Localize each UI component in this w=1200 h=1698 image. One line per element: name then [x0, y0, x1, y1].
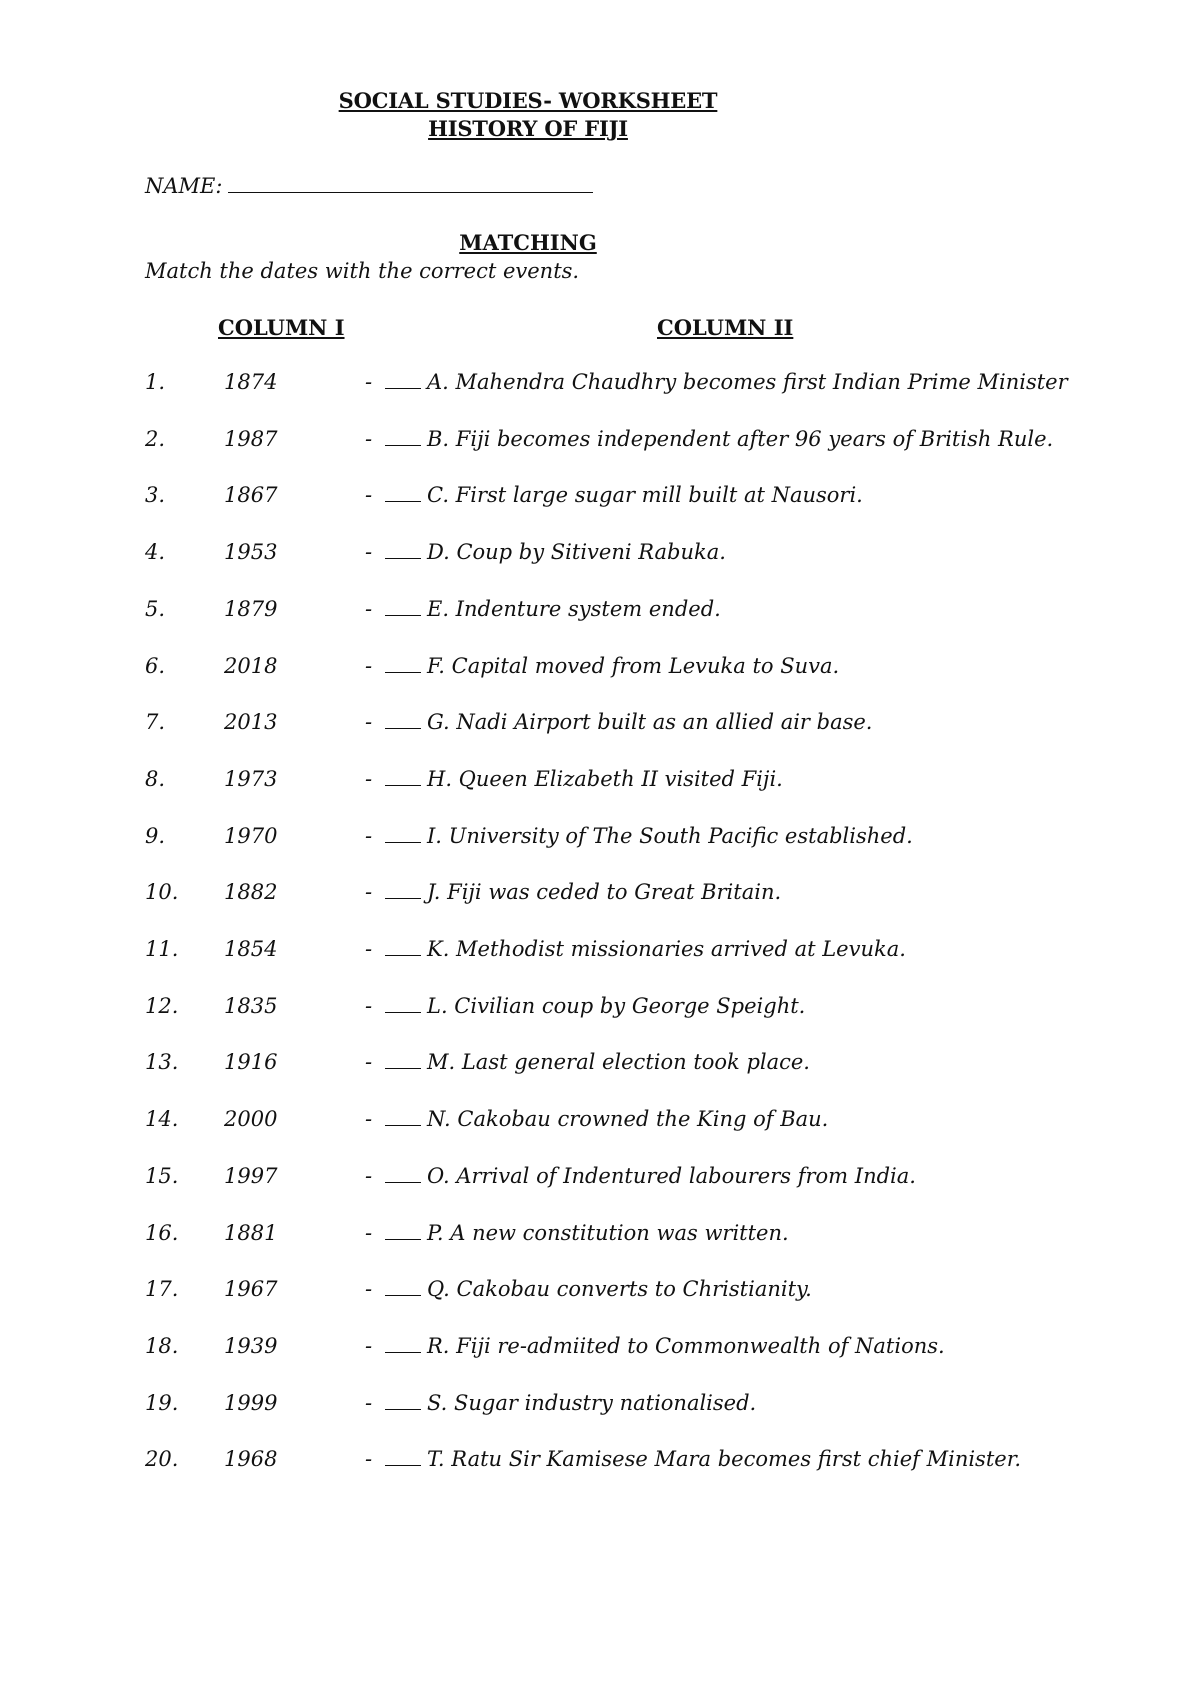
- event-text: G. Nadi Airport built as an allied air base.: [427, 710, 873, 735]
- item-number: 13.: [145, 1050, 179, 1075]
- event-text: P. A new constitution was written.: [427, 1220, 789, 1245]
- answer-blank[interactable]: [385, 1221, 421, 1240]
- list-item: [0, 483, 1200, 523]
- item-dash: -: [365, 710, 373, 735]
- item-event: [385, 1221, 789, 1245]
- item-dash: -: [365, 1050, 373, 1075]
- item-dash: -: [365, 540, 373, 565]
- item-dash: -: [365, 483, 373, 508]
- column-i-header: COLUMN I: [218, 315, 345, 340]
- item-number: 8.: [145, 766, 166, 791]
- item-event: [385, 654, 839, 678]
- worksheet-title: SOCIAL STUDIES- WORKSHEET: [338, 88, 718, 113]
- item-event: [385, 370, 1068, 394]
- answer-blank[interactable]: [385, 1050, 421, 1069]
- answer-blank[interactable]: [385, 937, 421, 956]
- item-event: [385, 1277, 812, 1301]
- item-year: 1973: [224, 766, 278, 791]
- answer-blank[interactable]: [385, 1164, 421, 1183]
- item-dash: -: [365, 937, 373, 961]
- item-dash: -: [365, 993, 373, 1018]
- answer-blank[interactable]: [385, 654, 421, 673]
- name-field[interactable]: [228, 174, 593, 193]
- item-event: [385, 427, 1053, 451]
- event-text: E. Indenture system ended.: [427, 596, 721, 621]
- item-number: 11.: [145, 937, 179, 961]
- event-text: C. First large sugar mill built at Nausori.: [427, 483, 863, 508]
- worksheet-subtitle: HISTORY OF FIJI: [428, 116, 628, 141]
- event-text: L. Civilian coup by George Speight.: [427, 993, 806, 1018]
- event-text: B. Fiji becomes independent after 96 years of British Rule.: [427, 426, 1054, 451]
- list-item: [0, 1447, 1200, 1487]
- item-event: [385, 880, 781, 904]
- list-item: [0, 370, 1200, 410]
- item-year: 2013: [224, 710, 278, 735]
- item-year: 1867: [224, 483, 278, 508]
- answer-blank[interactable]: [385, 1334, 421, 1353]
- event-text: Q. Cakobau converts to Christianity.: [427, 1277, 812, 1302]
- answer-blank[interactable]: [385, 483, 421, 502]
- list-item: [0, 880, 1200, 920]
- answer-blank[interactable]: [385, 1107, 421, 1126]
- event-text: D. Coup by Sitiveni Rabuka.: [427, 540, 726, 565]
- item-year: 1835: [224, 993, 278, 1018]
- column-ii-header: COLUMN II: [657, 315, 794, 340]
- item-event: [385, 540, 726, 564]
- item-event: [385, 1391, 756, 1415]
- item-year: 1953: [224, 540, 278, 565]
- event-text: F. Capital moved from Levuka to Suva.: [427, 653, 840, 678]
- name-label: NAME:: [145, 174, 223, 198]
- answer-blank[interactable]: [385, 1391, 421, 1410]
- item-year: 1967: [224, 1277, 278, 1302]
- list-item: [0, 1277, 1200, 1317]
- item-event: [385, 597, 721, 621]
- item-event: [385, 767, 783, 791]
- item-year: 2018: [224, 653, 278, 678]
- item-event: [385, 994, 805, 1018]
- item-number: 5.: [145, 596, 166, 621]
- item-event: [385, 710, 872, 734]
- list-item: [0, 994, 1200, 1034]
- item-dash: -: [365, 370, 373, 394]
- item-number: 18.: [145, 1333, 179, 1358]
- answer-blank[interactable]: [385, 1447, 421, 1466]
- item-year: 2000: [224, 1107, 278, 1132]
- item-dash: -: [365, 1390, 373, 1415]
- item-number: 2.: [145, 426, 166, 451]
- event-text: R. Fiji re-admiited to Commonwealth of Nations.: [427, 1333, 945, 1358]
- answer-blank[interactable]: [385, 370, 421, 389]
- event-text: K. Methodist missionaries arrived at Levuka.: [427, 937, 906, 961]
- item-number: 7.: [145, 710, 166, 735]
- list-item: [0, 1107, 1200, 1147]
- item-number: 4.: [145, 540, 166, 565]
- list-item: [0, 937, 1200, 977]
- item-dash: -: [365, 880, 373, 905]
- answer-blank[interactable]: [385, 710, 421, 729]
- answer-blank[interactable]: [385, 994, 421, 1013]
- item-dash: -: [365, 426, 373, 451]
- item-number: 16.: [145, 1220, 179, 1245]
- item-event: [385, 483, 863, 507]
- event-text: A. Mahendra Chaudhry becomes first Indian Prime Minister: [427, 370, 1068, 394]
- item-dash: -: [365, 1277, 373, 1302]
- answer-blank[interactable]: [385, 1277, 421, 1296]
- item-dash: -: [365, 1220, 373, 1245]
- item-dash: -: [365, 823, 373, 848]
- item-event: [385, 1050, 810, 1074]
- event-text: T. Ratu Sir Kamisese Mara becomes first chief Minister.: [427, 1447, 1022, 1472]
- answer-blank[interactable]: [385, 597, 421, 616]
- item-dash: -: [365, 1447, 373, 1472]
- answer-blank[interactable]: [385, 880, 421, 899]
- list-item: [0, 597, 1200, 637]
- list-item: [0, 824, 1200, 864]
- item-year: 1874: [224, 370, 278, 394]
- item-year: 1970: [224, 823, 278, 848]
- item-event: [385, 824, 913, 848]
- list-item: [0, 540, 1200, 580]
- item-dash: -: [365, 766, 373, 791]
- item-dash: -: [365, 596, 373, 621]
- item-dash: -: [365, 1333, 373, 1358]
- list-item: [0, 427, 1200, 467]
- list-item: [0, 767, 1200, 807]
- event-text: N. Cakobau crowned the King of Bau.: [427, 1107, 829, 1132]
- event-text: H. Queen Elizabeth II visited Fiji.: [427, 766, 783, 791]
- item-event: [385, 1164, 916, 1188]
- event-text: I. University of The South Pacific established.: [427, 823, 913, 848]
- list-item: [0, 1050, 1200, 1090]
- item-number: 10.: [145, 880, 179, 905]
- list-item: [0, 1334, 1200, 1374]
- item-number: 14.: [145, 1107, 179, 1132]
- item-number: 15.: [145, 1163, 179, 1188]
- list-item: [0, 710, 1200, 750]
- answer-blank[interactable]: [385, 540, 421, 559]
- answer-blank[interactable]: [385, 427, 421, 446]
- item-number: 20.: [145, 1447, 179, 1472]
- event-text: O. Arrival of Indentured labourers from India.: [427, 1163, 916, 1188]
- item-number: 6.: [145, 653, 166, 678]
- item-dash: -: [365, 1163, 373, 1188]
- item-year: 1999: [224, 1390, 278, 1415]
- item-event: [385, 1107, 828, 1131]
- list-item: [0, 654, 1200, 694]
- item-number: 17.: [145, 1277, 179, 1302]
- item-year: 1987: [224, 426, 278, 451]
- item-year: 1879: [224, 596, 278, 621]
- list-item: [0, 1221, 1200, 1261]
- instructions: Match the dates with the correct events.: [145, 259, 580, 283]
- section-heading: MATCHING: [459, 230, 597, 255]
- item-year: 1882: [224, 880, 278, 905]
- answer-blank[interactable]: [385, 767, 421, 786]
- name-row: [145, 174, 593, 198]
- event-text: M. Last general election took place.: [427, 1050, 810, 1075]
- item-number: 19.: [145, 1390, 179, 1415]
- item-year: 1997: [224, 1163, 278, 1188]
- item-year: 1854: [224, 937, 278, 961]
- item-year: 1968: [224, 1447, 278, 1472]
- item-number: 12.: [145, 993, 179, 1018]
- item-event: [385, 1447, 1021, 1471]
- item-number: 9.: [145, 823, 166, 848]
- answer-blank[interactable]: [385, 824, 421, 843]
- list-item: [0, 1391, 1200, 1431]
- item-event: [385, 937, 906, 961]
- item-event: [385, 1334, 945, 1358]
- item-dash: -: [365, 653, 373, 678]
- event-text: J. Fiji was ceded to Great Britain.: [427, 880, 782, 905]
- item-year: 1939: [224, 1333, 278, 1358]
- item-number: 1.: [145, 370, 166, 394]
- event-text: S. Sugar industry nationalised.: [427, 1390, 757, 1415]
- item-dash: -: [365, 1107, 373, 1132]
- item-year: 1916: [224, 1050, 278, 1075]
- item-number: 3.: [145, 483, 166, 508]
- item-year: 1881: [224, 1220, 278, 1245]
- list-item: [0, 1164, 1200, 1204]
